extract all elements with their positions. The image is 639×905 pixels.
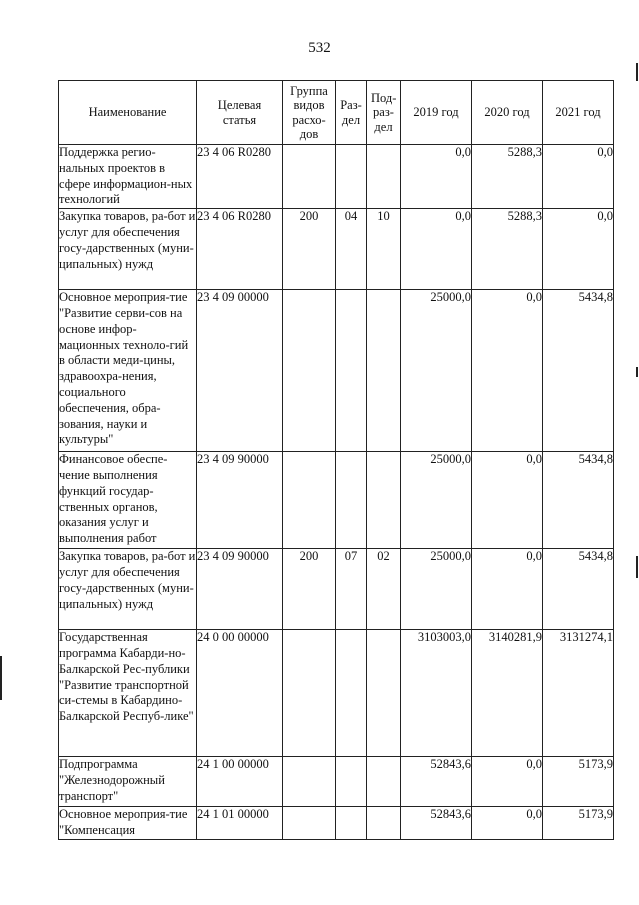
cell-2020: 0,0 (472, 452, 543, 549)
cell-2020: 0,0 (472, 757, 543, 807)
scan-edge-mark (636, 556, 638, 578)
cell-2020: 0,0 (472, 290, 543, 452)
table-row (59, 209, 614, 290)
scan-edge-mark (636, 63, 638, 81)
table-row (59, 452, 614, 549)
cell-2019: 52843,6 (401, 807, 472, 840)
cell-2021: 5173,9 (543, 757, 614, 807)
cell-name: Закупка товаров, ра-бот и услуг для обеспечения госу-дарственных (муни-ципальных) нужд (59, 209, 197, 290)
cell-2020: 3140281,9 (472, 630, 543, 757)
cell-section (336, 630, 367, 757)
header-2019: 2019 год (401, 81, 472, 145)
cell-code: 24 0 00 00000 (197, 630, 283, 757)
cell-subsection (367, 757, 401, 807)
cell-2021: 5434,8 (543, 290, 614, 452)
cell-2020: 5288,3 (472, 145, 543, 209)
cell-group (283, 452, 336, 549)
cell-2019: 0,0 (401, 209, 472, 290)
cell-code: 23 4 06 R0280 (197, 145, 283, 209)
page-number: 532 (308, 40, 331, 56)
table-row (59, 630, 614, 757)
cell-subsection (367, 452, 401, 549)
cell-name: Основное мероприя-тие "Развитие серви-сов на основе инфор-мационных техноло-гий в области меди-цины, здравоохра-нения, социального обеспечения, обра-зования, науки и культуры" (59, 290, 197, 452)
cell-2019: 3103003,0 (401, 630, 472, 757)
cell-2020: 0,0 (472, 549, 543, 630)
cell-2021: 5434,8 (543, 549, 614, 630)
table-row (59, 290, 614, 452)
cell-2021: 5173,9 (543, 807, 614, 840)
cell-2020: 0,0 (472, 807, 543, 840)
cell-name: Государственная программа Кабарди-но-Балкарской Рес-публики "Развитие транспортной си-стемы в Кабардино-Балкарской Респуб-лике" (59, 630, 197, 757)
cell-section (336, 145, 367, 209)
cell-group (283, 290, 336, 452)
cell-code: 23 4 09 00000 (197, 290, 283, 452)
cell-section (336, 452, 367, 549)
header-group: Группа видов расхо-дов (283, 81, 336, 145)
table-row (59, 807, 614, 840)
table-row (59, 757, 614, 807)
cell-section (336, 290, 367, 452)
cell-name: Закупка товаров, ра-бот и услуг для обеспечения госу-дарственных (муни-ципальных) нужд (59, 549, 197, 630)
cell-subsection: 10 (367, 209, 401, 290)
cell-code: 23 4 09 90000 (197, 452, 283, 549)
header-subsection: Под-раз-дел (367, 81, 401, 145)
cell-2019: 0,0 (401, 145, 472, 209)
scan-edge-mark (0, 656, 2, 700)
cell-subsection (367, 807, 401, 840)
scan-edge-mark (636, 367, 638, 377)
cell-subsection (367, 290, 401, 452)
cell-subsection: 02 (367, 549, 401, 630)
cell-group: 200 (283, 549, 336, 630)
cell-name: Подпрограмма "Железнодорожный транспорт" (59, 757, 197, 807)
cell-section (336, 807, 367, 840)
cell-group (283, 630, 336, 757)
cell-2019: 25000,0 (401, 452, 472, 549)
cell-code: 24 1 00 00000 (197, 757, 283, 807)
cell-2020: 5288,3 (472, 209, 543, 290)
cell-name: Финансовое обеспе-чение выполнения функций государ-ственных органов, оказания услуг и выполнения работ (59, 452, 197, 549)
header-section: Раз-дел (336, 81, 367, 145)
header-2020: 2020 год (472, 81, 543, 145)
cell-2019: 25000,0 (401, 290, 472, 452)
cell-2021: 3131274,1 (543, 630, 614, 757)
cell-2021: 0,0 (543, 209, 614, 290)
cell-2021: 5434,8 (543, 452, 614, 549)
cell-2019: 52843,6 (401, 757, 472, 807)
table-row (59, 145, 614, 209)
cell-group (283, 145, 336, 209)
header-code: Целевая статья (197, 81, 283, 145)
cell-2021: 0,0 (543, 145, 614, 209)
cell-name: Поддержка регио-нальных проектов в сфере информацион-ных технологий (59, 145, 197, 209)
cell-subsection (367, 145, 401, 209)
cell-section: 07 (336, 549, 367, 630)
cell-name: Основное мероприя-тие "Компенсация (59, 807, 197, 840)
header-2021: 2021 год (543, 81, 614, 145)
cell-code: 24 1 01 00000 (197, 807, 283, 840)
table-row (59, 549, 614, 630)
budget-table (58, 80, 614, 840)
cell-code: 23 4 09 90000 (197, 549, 283, 630)
header-row (59, 81, 614, 145)
cell-group (283, 807, 336, 840)
cell-section (336, 757, 367, 807)
cell-subsection (367, 630, 401, 757)
cell-code: 23 4 06 R0280 (197, 209, 283, 290)
cell-group: 200 (283, 209, 336, 290)
cell-section: 04 (336, 209, 367, 290)
cell-2019: 25000,0 (401, 549, 472, 630)
cell-group (283, 757, 336, 807)
header-name: Наименование (59, 81, 197, 145)
